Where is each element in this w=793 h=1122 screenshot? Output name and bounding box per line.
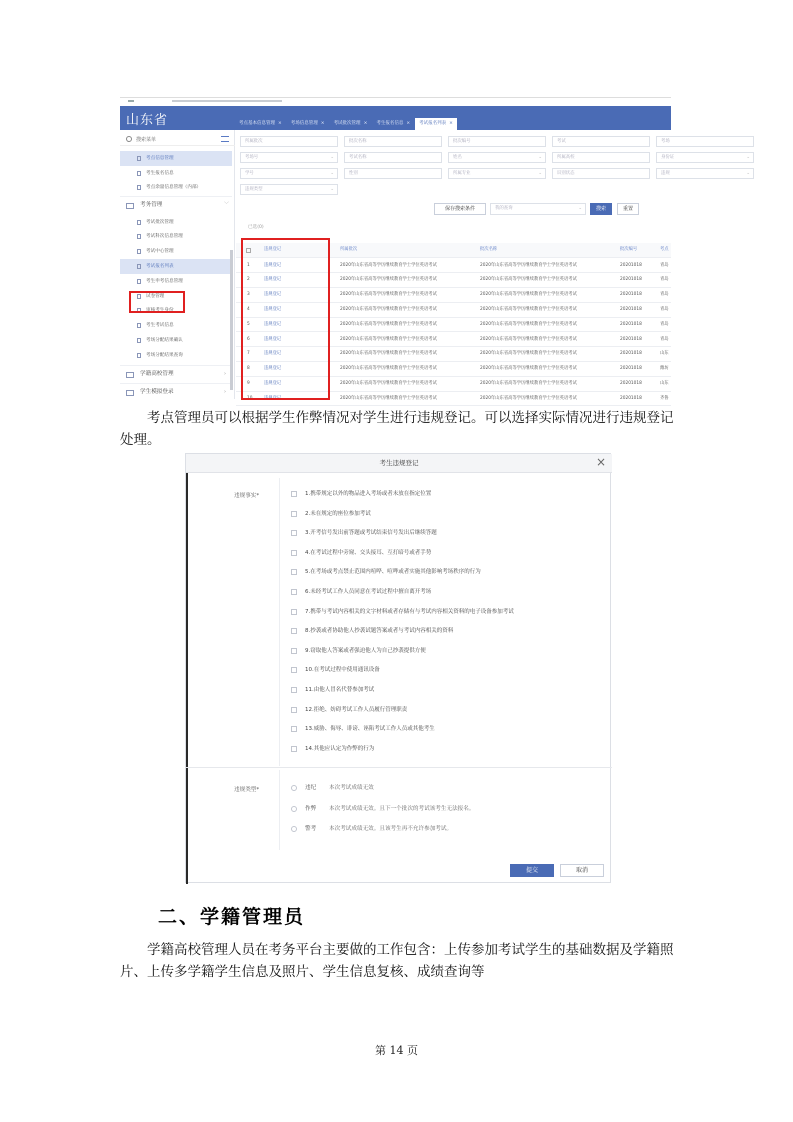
batch-name-cell: 2020年山东省高等学历继续教育学士学位英语考试 bbox=[480, 336, 577, 342]
dialog-title-bar bbox=[186, 454, 612, 473]
batch-name-cell: 2020年山东省高等学历继续教育学士学位英语考试 bbox=[480, 292, 577, 298]
violation-fact-label: 9.窃取他人答案或者强迫他人为自己抄袭提供方便 bbox=[305, 647, 426, 654]
violation-fact-label: 8.抄袭或者协助他人抄袭试题答案或者与考试内容相关的资料 bbox=[305, 628, 454, 635]
document-icon bbox=[137, 264, 141, 269]
violation-fact-label: 6.未经考试工作人员同意在考试过程中擅自离开考场 bbox=[305, 589, 432, 595]
exam-site-cell: 青岛 bbox=[660, 292, 669, 298]
filter-placeholder: 身份证 bbox=[661, 155, 675, 160]
sidebar-item-label: 考试科次信息管理 bbox=[146, 234, 183, 240]
folder-icon bbox=[126, 390, 134, 396]
sidebar-item-label: 考生申考信息管理 bbox=[146, 278, 183, 284]
checkbox[interactable] bbox=[291, 511, 297, 517]
batch-code-cell: 20201018 bbox=[620, 380, 642, 386]
radio-button[interactable] bbox=[291, 826, 297, 832]
admin-screenshot bbox=[120, 97, 750, 401]
document-icon bbox=[137, 220, 141, 225]
column-header: 批次编号 bbox=[620, 247, 638, 252]
violation-register-link[interactable]: 违规登记 bbox=[264, 262, 282, 268]
violation-fact-label: 5.在考场或考点禁止范围内喧哗、喧哗或者实施其他影响考场秩序的行为 bbox=[305, 569, 481, 576]
batch-cell: 2020年山东省高等学历继续教育学士学位英语考试 bbox=[340, 321, 437, 327]
sidebar-group-label: 考务管理 bbox=[140, 201, 163, 208]
filter-field[interactable] bbox=[552, 168, 650, 179]
tab-label: 考点基本信息管理 bbox=[239, 121, 275, 126]
checkbox[interactable] bbox=[291, 687, 297, 693]
section-divider bbox=[186, 767, 612, 768]
violation-fact-label: 14.其他应认定为作弊的行为 bbox=[305, 745, 375, 752]
type-label: 违规类型* bbox=[234, 787, 260, 793]
batch-cell: 2020年山东省高等学历继续教育学士学位英语考试 bbox=[340, 292, 437, 298]
sidebar-item[interactable] bbox=[120, 348, 232, 363]
filter-placeholder: 批次编号 bbox=[453, 139, 471, 144]
violation-register-link[interactable]: 违规登记 bbox=[264, 321, 282, 327]
filter-placeholder: 学号 bbox=[245, 171, 254, 176]
search-button[interactable]: 搜索 bbox=[590, 203, 612, 215]
filter-field[interactable] bbox=[656, 152, 754, 163]
batch-name-cell: 2020年山东省高等学历继续教育学士学位英语考试 bbox=[480, 395, 577, 401]
violation-register-link[interactable]: 违规登记 bbox=[264, 380, 282, 386]
filter-field[interactable] bbox=[240, 168, 338, 179]
exam-site-cell: 山东 bbox=[660, 351, 669, 357]
filter-placeholder: 所属批次 bbox=[245, 139, 263, 144]
filter-placeholder: 所属高校 bbox=[557, 155, 575, 160]
document-icon bbox=[137, 156, 141, 161]
row-number: 10 bbox=[247, 395, 253, 401]
app-logo: 山东省 bbox=[126, 113, 169, 128]
paragraph-registrar-duties: 学籍高校管理人员在考务平台主要做的工作包含：上传参加考试学生的基础数据及学籍照片、上传多学籍学生信息及照片、学生信息复核、成绩查询等 bbox=[120, 942, 674, 980]
sidebar-item-label: 考试报名列表 bbox=[146, 263, 174, 269]
filter-field[interactable] bbox=[448, 168, 546, 179]
checkbox[interactable] bbox=[291, 726, 297, 732]
batch-cell: 2020年山东省高等学历继续教育学士学位英语考试 bbox=[340, 380, 437, 386]
violation-register-link[interactable]: 违规登记 bbox=[264, 336, 282, 342]
sidebar-group-label: 学籍高校管理 bbox=[140, 370, 174, 377]
chevron-down-icon: ⌄ bbox=[746, 171, 750, 176]
row-number: 7 bbox=[247, 351, 250, 357]
selected-count: 已选(0) bbox=[248, 225, 264, 230]
document-icon bbox=[137, 279, 141, 284]
tab-label: 考试批次管理 bbox=[333, 121, 361, 126]
row-number: 9 bbox=[247, 380, 250, 386]
save-query-button[interactable]: 保存搜索条件 bbox=[434, 203, 486, 215]
section-heading: 二、学籍管理员 bbox=[158, 906, 306, 928]
menu-search[interactable] bbox=[120, 132, 235, 146]
document-icon bbox=[137, 185, 141, 190]
sidebar-item[interactable] bbox=[120, 166, 232, 181]
row-number: 5 bbox=[247, 321, 250, 327]
tab-close-icon[interactable]: × bbox=[363, 121, 368, 126]
sidebar-item-label: 考点余量信息管理（内部） bbox=[146, 185, 202, 190]
violation-type-desc: 本次考试成绩无效 bbox=[329, 785, 374, 791]
filter-placeholder: 性别 bbox=[349, 171, 358, 176]
violation-register-link[interactable]: 违规登记 bbox=[264, 277, 282, 283]
sidebar-item-label: 考点信息管理 bbox=[146, 156, 174, 161]
batch-code-cell: 20201018 bbox=[620, 306, 642, 312]
filter-placeholder: 违规类型 bbox=[245, 187, 263, 192]
my-query-select[interactable] bbox=[490, 203, 586, 215]
column-header: 违规登记 bbox=[264, 247, 282, 252]
tab-item[interactable] bbox=[235, 118, 286, 130]
sidebar-item[interactable] bbox=[120, 244, 232, 259]
exam-site-cell: 青岛 bbox=[660, 277, 669, 283]
sidebar-item[interactable] bbox=[120, 318, 232, 333]
checkbox[interactable] bbox=[291, 609, 297, 615]
filter-field[interactable] bbox=[656, 136, 754, 147]
exam-site-cell: 齐鲁 bbox=[660, 395, 669, 401]
batch-name-cell: 2020年山东省高等学历继续教育学士学位英语考试 bbox=[480, 380, 577, 386]
chevron-down-icon: ⌄ bbox=[330, 171, 334, 176]
batch-name-cell: 2020年山东省高等学历继续教育学士学位英语考试 bbox=[480, 306, 577, 312]
violation-type-name: 警考 bbox=[305, 826, 317, 832]
folder-icon bbox=[126, 203, 134, 209]
violation-fact-label: 13.威胁、侮辱、诽谤、诬陷考试工作人员或其他考生 bbox=[305, 726, 435, 733]
batch-code-cell: 20201018 bbox=[620, 321, 642, 327]
violation-fact-label: 11.由他人冒名代替参加考试 bbox=[305, 687, 375, 693]
chevron-down-icon: ⌄ bbox=[538, 155, 542, 160]
column-header: 所属批次 bbox=[340, 247, 358, 252]
menu-toggle-icon[interactable] bbox=[221, 136, 229, 142]
filter-field[interactable] bbox=[448, 152, 546, 163]
violation-fact-label: 2.未在规定的座位参加考试 bbox=[305, 510, 371, 517]
row-number: 4 bbox=[247, 306, 250, 312]
batch-name-cell: 2020年山东省高等学历继续教育学士学位英语考试 bbox=[480, 366, 577, 372]
batch-name-cell: 2020年山东省高等学历继续教育学士学位英语考试 bbox=[480, 351, 577, 357]
batch-name-cell: 2020年山东省高等学历继续教育学士学位英语考试 bbox=[480, 277, 577, 283]
violation-type-name: 作弊 bbox=[305, 805, 317, 812]
sidebar-item-label: 考试批次管理 bbox=[146, 219, 174, 225]
row-number: 6 bbox=[247, 336, 250, 342]
batch-code-cell: 20201018 bbox=[620, 292, 642, 298]
paragraph-violation-intro: 考点管理员可以根据学生作弊情况对学生进行违规登记。可以选择实际情况进行违规登记处理。 bbox=[120, 410, 674, 448]
filter-placeholder: 考场 bbox=[661, 139, 670, 144]
filter-placeholder: 考场号 bbox=[245, 155, 259, 160]
chevron-down-icon: ⌄ bbox=[330, 155, 334, 160]
exam-site-cell: 青岛 bbox=[660, 321, 669, 327]
checkbox[interactable] bbox=[291, 648, 297, 654]
batch-cell: 2020年山东省高等学历继续教育学士学位英语考试 bbox=[340, 306, 437, 312]
sidebar bbox=[120, 130, 235, 399]
sidebar-item-label: 考生考试信息 bbox=[146, 323, 174, 329]
reset-button[interactable]: 重置 bbox=[617, 203, 639, 215]
document-icon bbox=[137, 323, 141, 328]
checkbox[interactable] bbox=[291, 746, 297, 752]
filter-placeholder: 考试 bbox=[557, 139, 566, 144]
submit-button[interactable]: 提交 bbox=[510, 864, 554, 877]
chevron-down-icon: ⌄ bbox=[746, 155, 750, 160]
exam-site-cell: 青岛 bbox=[660, 336, 669, 342]
filter-field[interactable] bbox=[344, 136, 442, 147]
filter-placeholder: 所属专业 bbox=[453, 171, 471, 176]
tab-label: 考试报名列表 bbox=[419, 121, 447, 126]
sidebar-item[interactable] bbox=[120, 151, 232, 166]
checkbox[interactable] bbox=[291, 628, 297, 634]
exam-site-cell: 青岛 bbox=[660, 306, 669, 312]
sidebar-item-label: 审核考生身份 bbox=[146, 308, 174, 314]
dialog-title: 考生违规登记 bbox=[379, 459, 419, 467]
filter-field[interactable] bbox=[656, 168, 754, 179]
batch-cell: 2020年山东省高等学历继续教育学士学位英语考试 bbox=[340, 336, 437, 342]
violation-register-link[interactable]: 违规登记 bbox=[264, 306, 282, 312]
document-icon bbox=[137, 234, 141, 239]
batch-cell: 2020年山东省高等学历继续教育学士学位英语考试 bbox=[340, 366, 437, 372]
batch-code-cell: 20201018 bbox=[620, 351, 642, 357]
batch-name-cell: 2020年山东省高等学历继续教育学士学位英语考试 bbox=[480, 262, 577, 268]
violation-register-link[interactable]: 违规登记 bbox=[264, 351, 282, 357]
tab-item[interactable] bbox=[372, 118, 414, 130]
filter-placeholder: 考试名称 bbox=[349, 155, 367, 160]
tab-close-icon[interactable]: × bbox=[278, 121, 282, 126]
checkbox[interactable] bbox=[291, 707, 297, 713]
sidebar-group-exam[interactable] bbox=[120, 196, 232, 213]
sidebar-item-label: 考生报名信息 bbox=[146, 170, 174, 176]
filter-field[interactable] bbox=[240, 184, 338, 195]
filter-placeholder: 违规 bbox=[661, 171, 670, 176]
close-icon[interactable]: × bbox=[595, 455, 606, 469]
tab-item[interactable] bbox=[287, 118, 329, 130]
batch-cell: 2020年山东省高等学历继续教育学士学位英语考试 bbox=[340, 351, 437, 357]
batch-code-cell: 20201018 bbox=[620, 336, 642, 342]
filter-field[interactable] bbox=[240, 136, 338, 147]
chevron-right-icon: › bbox=[224, 388, 226, 395]
chevron-down-icon: ⌄ bbox=[578, 206, 582, 211]
filter-field[interactable] bbox=[552, 152, 650, 163]
dialog-edge bbox=[186, 454, 188, 884]
violation-fact-label: 4.在考试过程中旁窥、交头接耳、互打暗号或者手势 bbox=[305, 549, 432, 556]
tab-close-icon[interactable]: × bbox=[406, 121, 411, 126]
checkbox[interactable] bbox=[291, 550, 297, 556]
search-icon bbox=[126, 136, 132, 142]
checkbox[interactable] bbox=[291, 569, 297, 575]
folder-icon bbox=[126, 372, 134, 378]
filter-field[interactable] bbox=[344, 152, 442, 163]
exam-site-cell: 山东 bbox=[660, 380, 669, 386]
chevron-down-icon: ﹀ bbox=[224, 201, 230, 208]
menu-search-label: 搜索菜单 bbox=[136, 137, 157, 143]
chevron-down-icon: ⌄ bbox=[538, 171, 542, 176]
sidebar-group-label: 学生模拟登录 bbox=[140, 388, 174, 395]
filter-placeholder: 批次名称 bbox=[349, 139, 367, 144]
violation-fact-label: 12.拒绝、妨碍考试工作人员履行管理职责 bbox=[305, 706, 408, 713]
exam-site-cell: 潍坊 bbox=[660, 366, 669, 372]
sidebar-item[interactable] bbox=[120, 180, 232, 195]
batch-cell: 2020年山东省高等学历继续教育学士学位英语考试 bbox=[340, 262, 437, 268]
exam-site-cell: 青岛 bbox=[660, 262, 669, 268]
tab-bar bbox=[235, 118, 458, 130]
filter-field[interactable] bbox=[448, 136, 546, 147]
batch-name-cell: 2020年山东省高等学历继续教育学士学位英语考试 bbox=[480, 321, 577, 327]
checkbox[interactable] bbox=[291, 667, 297, 673]
sidebar-group-group2[interactable] bbox=[120, 365, 232, 382]
sidebar-item[interactable] bbox=[120, 229, 232, 244]
sidebar-item-label: 考试中心管理 bbox=[146, 249, 174, 255]
sidebar-item[interactable] bbox=[120, 333, 232, 348]
violation-register-link[interactable]: 违规登记 bbox=[264, 292, 282, 298]
sidebar-item[interactable] bbox=[120, 274, 232, 289]
radio-button[interactable] bbox=[291, 806, 297, 812]
checkbox[interactable] bbox=[291, 491, 297, 497]
document-icon bbox=[137, 353, 141, 358]
checkbox[interactable] bbox=[291, 530, 297, 536]
filter-field[interactable] bbox=[552, 136, 650, 147]
violation-fact-label: 10.在考试过程中使用通讯设备 bbox=[305, 667, 380, 674]
tab-label: 考场信息管理 bbox=[290, 121, 318, 126]
sidebar-scrollbar[interactable] bbox=[230, 250, 233, 390]
tab-item[interactable] bbox=[330, 118, 372, 130]
violation-type-desc: 本次考试成绩无效。且该考生再不允许参加考试。 bbox=[329, 826, 453, 832]
document-icon bbox=[137, 171, 141, 176]
row-number: 3 bbox=[247, 292, 250, 298]
page-number: 第 14 页 bbox=[375, 1044, 418, 1057]
violation-type-desc: 本次考试成绩无效。且下一个批次的考试该考生无法报名。 bbox=[329, 805, 475, 812]
violation-register-link[interactable]: 违规登记 bbox=[264, 395, 282, 401]
sidebar-item-label: 试卷管理 bbox=[146, 293, 165, 299]
radio-button[interactable] bbox=[291, 785, 297, 791]
batch-code-cell: 20201018 bbox=[620, 366, 642, 372]
violation-dialog bbox=[185, 453, 611, 883]
row-number: 2 bbox=[247, 277, 250, 283]
sidebar-item-label: 考场分配结果确认 bbox=[146, 337, 183, 343]
tab-item[interactable] bbox=[415, 118, 457, 130]
column-header: 批次名称 bbox=[480, 247, 498, 252]
app-header bbox=[120, 106, 671, 130]
type-divider bbox=[279, 770, 280, 850]
document-icon bbox=[137, 249, 141, 254]
filter-field[interactable] bbox=[240, 152, 338, 163]
chevron-right-icon: › bbox=[224, 370, 226, 377]
facts-divider bbox=[279, 478, 280, 766]
column-header: 考点 bbox=[660, 247, 669, 252]
cancel-button[interactable]: 取消 bbox=[560, 864, 604, 877]
row-number: 8 bbox=[247, 366, 250, 372]
browser-address-strip bbox=[120, 98, 671, 106]
sidebar-group-group3[interactable] bbox=[120, 383, 232, 400]
highlight-box-menu bbox=[129, 291, 185, 313]
my-query-label: 我的查询 bbox=[495, 206, 513, 211]
violation-fact-label: 3.开考信号发出前答题或考试结束信号发出后继续答题 bbox=[305, 530, 437, 537]
filter-field[interactable] bbox=[344, 168, 442, 179]
batch-cell: 2020年山东省高等学历继续教育学士学位英语考试 bbox=[340, 277, 437, 283]
checkbox[interactable] bbox=[291, 589, 297, 595]
filter-placeholder: 姓名 bbox=[453, 155, 462, 160]
violation-fact-label: 7.携带与考试内容相关的文字材料或者存储有与考试内容相关资料的电子设备参加考试 bbox=[305, 608, 514, 615]
facts-label: 违规事实* bbox=[234, 493, 260, 499]
sidebar-item[interactable] bbox=[120, 215, 232, 230]
filter-placeholder: 识别状态 bbox=[557, 171, 575, 176]
batch-code-cell: 20201018 bbox=[620, 262, 642, 268]
tab-label: 考生报名信息 bbox=[376, 121, 404, 126]
tab-close-icon[interactable]: × bbox=[449, 121, 453, 126]
tab-close-icon[interactable]: × bbox=[320, 121, 325, 126]
sidebar-item[interactable] bbox=[120, 259, 232, 274]
highlight-box-actions bbox=[241, 238, 330, 400]
document-icon bbox=[137, 338, 141, 343]
batch-code-cell: 20201018 bbox=[620, 395, 642, 401]
batch-cell: 2020年山东省高等学历继续教育学士学位英语考试 bbox=[340, 395, 437, 401]
violation-type-name: 违纪 bbox=[305, 785, 317, 791]
sidebar-item-label: 考场分配结果查询 bbox=[146, 352, 183, 358]
violation-fact-label: 1.携带规定以外的物品进入考场或者未放在指定位置 bbox=[305, 491, 432, 497]
violation-register-link[interactable]: 违规登记 bbox=[264, 366, 282, 372]
batch-code-cell: 20201018 bbox=[620, 277, 642, 283]
row-number: 1 bbox=[247, 262, 250, 268]
chevron-down-icon: ⌄ bbox=[330, 187, 334, 192]
